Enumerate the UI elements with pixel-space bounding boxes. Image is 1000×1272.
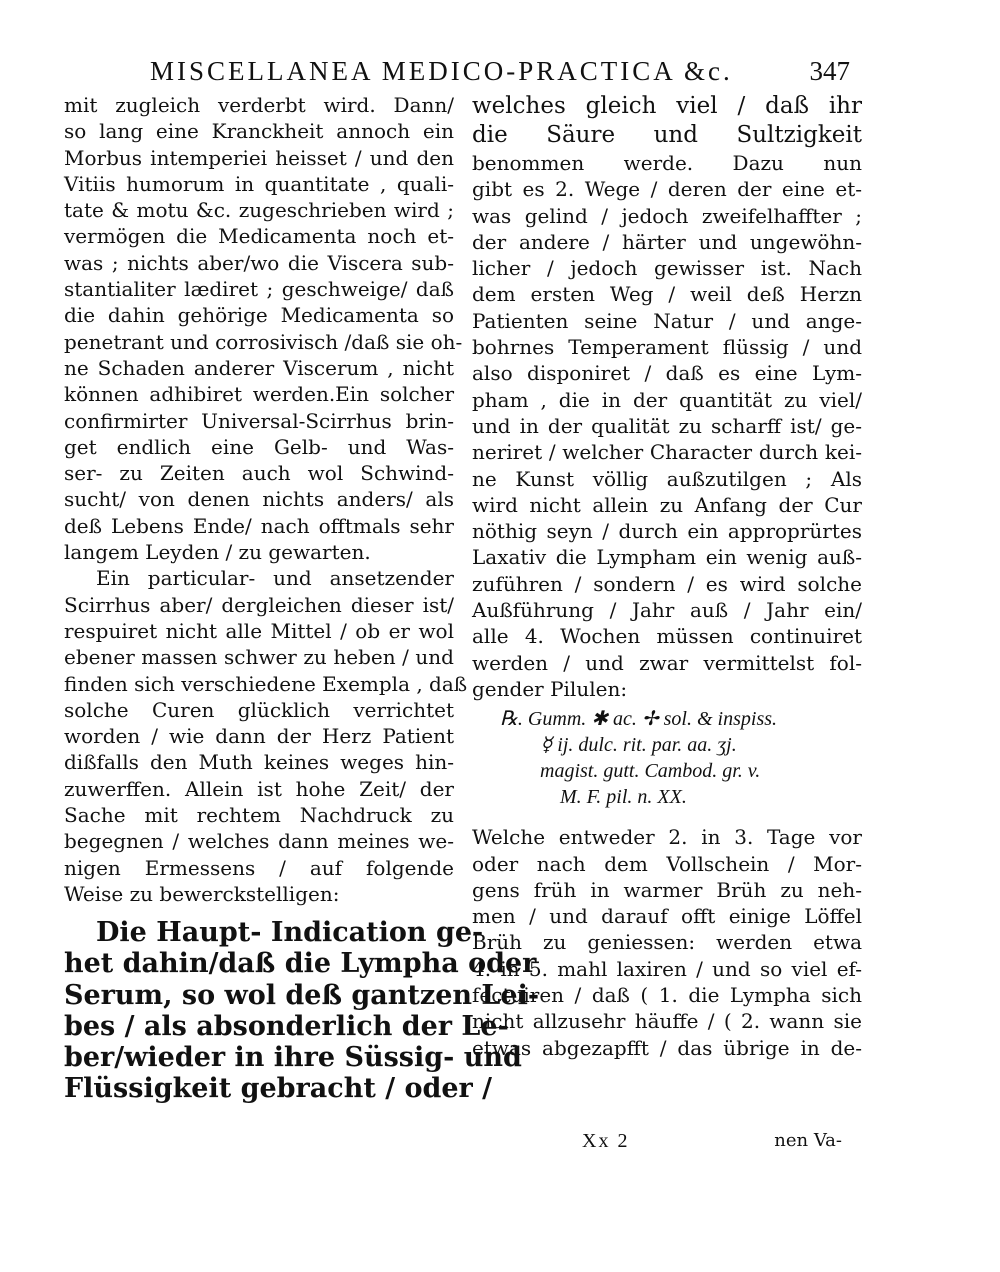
text-line: Sache mit rechtem Nachdruck zu	[64, 803, 454, 828]
recipe-line: M. F. pil. n. XX.	[560, 786, 687, 809]
text-line: get endlich eine Gelb- und Was-	[64, 434, 454, 459]
paragraph-gap	[64, 907, 454, 917]
text-line: zuführen / sondern / es wird solche	[472, 571, 862, 596]
text-line: also disponiret / daß es eine Lym-	[472, 361, 862, 386]
text-line: alle 4. Wochen müssen continuiret	[472, 624, 862, 649]
text-line: Scirrhus aber/ dergleichen dieser ist/	[64, 592, 454, 617]
text-line-large: die Säure und Sultzigkeit	[472, 122, 862, 148]
text-line: men / und darauf offt einige Löffel	[472, 904, 862, 929]
text-line: der andere / härter und ungewöhn-	[472, 229, 862, 254]
text-line: oder nach dem Vollschein / Mor-	[472, 851, 862, 876]
text-line: stantialiter lædiret ; geschweige/ daß	[64, 277, 454, 302]
text-line: begegnen / welches dann meines we-	[64, 829, 454, 854]
text-line: ebener massen schwer zu heben / und	[64, 645, 454, 670]
text-line: gibt es 2. Wege / deren der eine et-	[472, 177, 862, 202]
text-line: und in der qualität zu scharff ist/ ge-	[472, 413, 862, 438]
text-line: dißfalls den Muth keines weges hin-	[64, 750, 454, 775]
text-line: penetrant und corrosivisch /daß sie oh-	[64, 329, 463, 354]
recipe-line: ℞. Gumm. ✱ ac. ✢ sol. & inspiss.	[500, 708, 778, 731]
catchword: nen Va-	[774, 1130, 842, 1151]
right-column-heading	[472, 92, 862, 150]
text-line: Morbus intemperiei heisset / und den	[64, 145, 454, 170]
text-line-large: Serum, so wol deß gantzen Lei-	[64, 979, 540, 1011]
text-line: pham , die in der quantität zu viel/	[472, 387, 862, 412]
text-line: nöthig seyn / durch ein approprürtes	[472, 519, 862, 544]
text-line: neriret / welcher Character durch kei-	[472, 440, 862, 465]
text-line: vermögen die Medicamenta noch et-	[64, 224, 454, 249]
text-line-large: Flüssigkeit gebracht / oder /	[64, 1073, 493, 1105]
text-line-large: bes / als absonderlich der Le-	[64, 1010, 509, 1042]
text-line: etwas abgezapfft / das übrige in de-	[472, 1035, 862, 1060]
text-line: Weise zu bewerckstelligen:	[64, 881, 340, 906]
page-number: 347	[809, 56, 850, 86]
text-line: Laxativ die Lympham ein wenig auß-	[472, 545, 862, 570]
text-line: so lang eine Kranckheit annoch ein	[64, 119, 454, 144]
text-line: Welche entweder 2. in 3. Tage vor	[472, 825, 862, 850]
text-line-large: welches gleich viel / daß ihr	[472, 93, 862, 119]
text-line: 4. in 5. mahl laxiren / und so viel ef-	[472, 956, 862, 981]
text-line: langem Leyden / zu gewarten.	[64, 540, 371, 565]
left-column	[64, 92, 540, 1105]
recipe-line: ☿ ij. dulc. rit. par. aa. ʒj.	[540, 734, 737, 757]
text-line: bohrnes Temperament flüssig / und	[472, 335, 862, 360]
text-line: nigen Ermessens / auf folgende	[64, 855, 454, 880]
text-line-large: ber/wieder in ihre Süssig- und	[64, 1041, 522, 1073]
text-line: was ; nichts aber/wo die Viscera sub-	[64, 250, 454, 275]
text-line: ne Kunst völlig außzutilgen ; Als	[472, 466, 862, 491]
text-line: wird nicht allein zu Anfang der Cur	[472, 492, 862, 517]
text-line: worden / wie dann der Herz Patient	[64, 724, 454, 749]
text-line: nicht allzusehr häuffe / ( 2. wann sie	[472, 1009, 862, 1034]
text-line: confirmirter Universal-Scirrhus brin-	[64, 408, 454, 433]
text-line: ser- zu Zeiten auch wol Schwind-	[64, 461, 454, 486]
text-line: benommen werde. Dazu nun	[472, 151, 862, 175]
text-line: Vitiis humorum in quantitate , quali-	[64, 171, 454, 196]
text-line: solche Curen glücklich verrichtet	[64, 697, 454, 722]
text-line: können adhibiret werden.Ein solcher	[64, 382, 454, 407]
page-footer	[472, 1130, 842, 1160]
right-column	[472, 92, 862, 1061]
signature-mark: Xx 2	[582, 1130, 630, 1152]
text-line: Ein particular- und ansetzender	[96, 566, 454, 591]
paragraph-gap	[472, 814, 862, 824]
text-line: sucht/ von denen nichts anders/ als	[64, 487, 454, 512]
text-line: respuiret nicht alle Mittel / ob er wol	[64, 618, 454, 643]
text-line: licher / jedoch gewisser ist. Nach	[472, 256, 862, 281]
text-line: ne Schaden anderer Viscerum , nicht	[64, 355, 454, 380]
text-line: tate & motu &c. zugeschrieben wird ;	[64, 198, 454, 223]
text-line-large: het dahin/daß die Lympha oder	[64, 948, 537, 980]
recipe-block	[472, 706, 862, 814]
text-line: die dahin gehörige Medicamenta so	[64, 303, 454, 328]
running-title: MISCELLANEA MEDICO-PRACTICA &c.	[150, 56, 733, 86]
recipe-line: magist. gutt. Cambod. gr. v.	[540, 760, 761, 783]
text-line: deß Lebens Ende/ nach offtmals sehr	[64, 513, 454, 538]
text-line: Außführung / Jahr auß / Jahr ein/	[472, 598, 862, 623]
text-line: was gelind / jedoch zweifelhaffter ;	[472, 203, 862, 228]
text-line: Brüh zu geniessen: werden etwa	[472, 930, 862, 955]
text-line-large: Die Haupt- Indication ge-	[96, 917, 484, 949]
text-line: gens früh in warmer Brüh zu neh-	[472, 877, 862, 902]
text-line: fectuiren / daß ( 1. die Lympha sich	[472, 983, 862, 1008]
text-line: dem ersten Weg / weil deß Herzn	[472, 282, 862, 307]
text-line: mit zugleich verderbt wird. Dann/	[64, 93, 454, 117]
text-line: zuwerffen. Allein ist hohe Zeit/ der	[64, 776, 454, 801]
text-line: werden / und zwar vermittelst fol-	[472, 650, 862, 675]
text-line: Patienten seine Natur / und ange-	[472, 308, 862, 333]
running-header	[150, 56, 850, 96]
text-line: finden sich verschiedene Exempla , daß	[64, 671, 468, 696]
text-line: gender Pilulen:	[472, 676, 628, 701]
